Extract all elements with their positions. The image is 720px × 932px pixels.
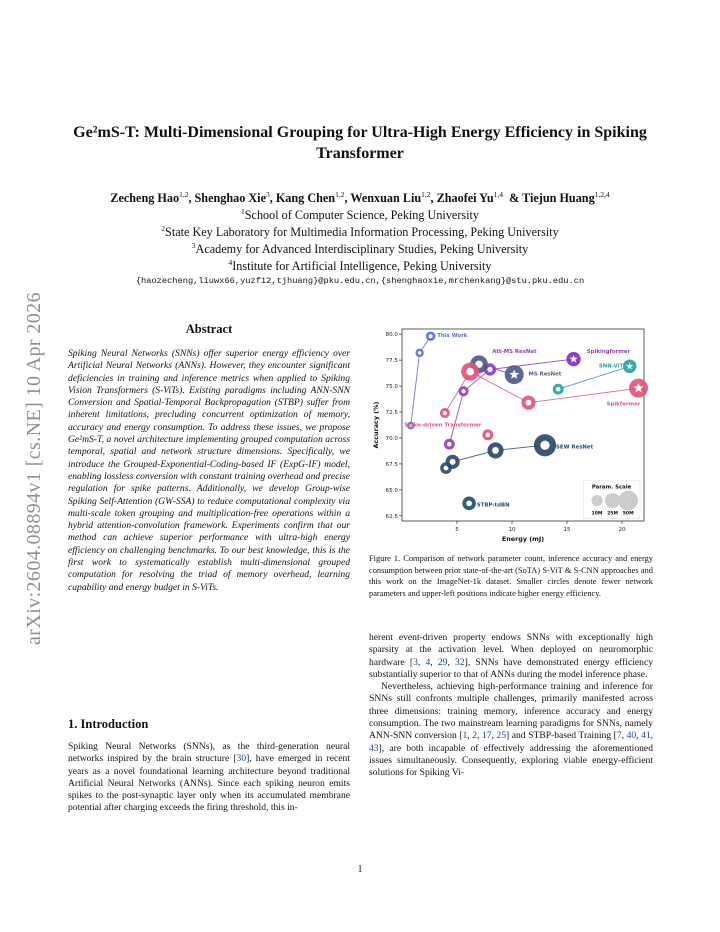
citation-link[interactable]: 4 — [425, 656, 431, 668]
affiliation-1 — [60, 207, 660, 223]
affiliation-mark: 1 — [241, 207, 245, 216]
legend-size-label: 50M — [622, 511, 634, 517]
author-affil: 1,2 — [421, 190, 431, 199]
point-hole-this-work — [429, 334, 433, 338]
series-annotation: Spikingformer — [586, 348, 631, 355]
point-hole-this-work — [418, 351, 422, 355]
body-text: herent event-driven property endows SNNs with exceptionally high sparsity at the activation level. When deployed on neuromorphic hardware [ — [369, 632, 653, 668]
legend-size-marker — [618, 491, 638, 511]
x-tick-label: 5 — [455, 527, 459, 533]
citation-sep: , — [650, 730, 654, 742]
citation-link[interactable]: 17 — [481, 730, 492, 742]
chart-legend — [583, 481, 640, 519]
point-hole-spikformer — [466, 368, 474, 376]
affiliation-3 — [60, 241, 660, 257]
series-annotation: Att-MS ResNet — [492, 348, 537, 355]
author-name: Zhaofei Yu — [436, 191, 494, 206]
citation-sep: , — [447, 656, 456, 668]
citation-link[interactable]: 29 — [437, 656, 448, 668]
y-tick-label: 72.5 — [385, 410, 398, 417]
series-annotation: MS ResNet — [528, 371, 562, 378]
author-affil: 3 — [265, 190, 270, 199]
point-hole-spike-driven-transformer — [486, 433, 491, 438]
citation-sep: , — [467, 730, 473, 742]
citation-link[interactable]: 1 — [462, 730, 468, 742]
citation-link[interactable]: 32 — [455, 656, 465, 668]
legend-size-label: 25M — [607, 511, 619, 517]
citation-sep: , — [417, 656, 426, 668]
author-sep: , — [269, 191, 276, 206]
author-name: Shenghao Xie — [194, 191, 266, 206]
point-hole-att-ms-resnet — [487, 367, 492, 372]
series-annotation: Spike-driven Transformer — [404, 422, 482, 429]
citation-link[interactable]: 40 — [626, 730, 637, 742]
body-text: ], SNNs have demonstrated energy efficiency substantially superior to that of ANNs during the model inference phase. — [369, 656, 654, 680]
y-axis-label: Accuracy (%) — [372, 401, 380, 449]
affiliation-text: State Key Laboratory for Multimedia Information Processing, Peking University — [165, 225, 559, 240]
author-name: Kang Chen — [275, 191, 336, 206]
x-tick-label: 15 — [563, 527, 571, 533]
point-hole-sew-resnet — [450, 459, 456, 465]
arxiv-stamp-text: arXiv:2604.08894v1 [cs.NE] 10 Apr 2026 — [22, 291, 45, 645]
chart-svg — [368, 323, 654, 545]
intro-heading: 1. Introduction — [68, 717, 149, 731]
abstract-heading: Abstract — [185, 322, 233, 336]
legend-size-marker — [605, 493, 620, 508]
affiliation-text: Institute for Artificial Intelligence, Peking University — [232, 259, 492, 274]
legend-title: Param. Scale — [591, 484, 632, 491]
citation-link[interactable]: 2 — [472, 730, 478, 742]
author-sep: , — [430, 191, 437, 206]
author-affil: 1,2 — [335, 190, 345, 199]
citation-sep: , — [430, 656, 438, 668]
citation-sep: , — [491, 730, 497, 742]
x-axis-label: Energy (mJ) — [501, 535, 545, 543]
citation-link[interactable]: 43 — [369, 742, 379, 754]
y-tick-label: 67.5 — [385, 461, 398, 468]
y-tick-label: 65.0 — [385, 487, 398, 494]
author-name: Wenxuan Liu — [350, 191, 422, 206]
series-annotation: SNN-ViT — [598, 363, 624, 370]
author-sep: , — [344, 191, 351, 206]
author-sep: , — [188, 191, 195, 206]
point-hole-snn-vit — [556, 387, 561, 392]
point-hole-att-ms-resnet — [447, 442, 452, 447]
y-tick-label: 80.0 — [385, 332, 398, 339]
series-annotation: This Work — [437, 333, 468, 340]
affiliation-4 — [60, 258, 660, 274]
citation-link[interactable]: 30 — [236, 753, 247, 765]
citation-sep: , — [636, 730, 642, 742]
y-tick-label: 62.5 — [385, 513, 398, 520]
arxiv-stamp — [14, 258, 54, 678]
affiliation-text: School of Computer Science, Peking University — [244, 208, 479, 223]
page-number: 1 — [357, 864, 363, 875]
citation-link[interactable]: 3 — [413, 656, 418, 668]
citation-link[interactable]: 41 — [641, 730, 651, 742]
paper-title: Ge²mS-T: Multi-Dimensional Grouping for Ultra-High Energy Efficiency in Spiking Transformer — [73, 124, 647, 162]
intro-text — [68, 741, 350, 815]
affiliation-2 — [60, 224, 660, 240]
series-annotation: STBP-tdBN — [476, 502, 510, 509]
abstract-text: Spiking Neural Networks (SNNs) offer superior energy efficiency over Artificial Neural Networks (ANNs). However, they encounter significant deficiencies in training and inference metrics when applied to Spiking Vision Transformers (S-ViTs). Existing paradigms including ANN-SNN Conversion and Spatial-Temporal Backpropagation (STBP) suffer from inherent limitations, precluding concurrent optimization of memory, accuracy and energy consumption. To address these issues, we propose Ge²mS-T, a novel architecture implementing grouped computation across temporal, spatial and network structure dimensions. Specifically, we introduce the Grouped-Exponential-Coding-based IF (ExpG-IF) model, enabling lossless conversion with constant training overhead and precise regulation for spike patterns. Additionally, we develop Group-wise Spiking Self-Attention (GW-SSA) to reduce computational complexity via multi-scale token grouping and multiplication-free operations within a hybrid attention-convolution framework. Experiments confirm that our method can achieve superior performance with ultra-high energy efficiency on challenging benchmarks. To our best knowledge, this is the first work to systematically establish multi-dimensional grouped computation for resolving the triad of memory overhead, learning capability and energy budget in S-ViTs. — [68, 348, 350, 593]
author-affil: 1,4 — [493, 190, 503, 199]
point-hole-spikformer — [526, 400, 532, 406]
point-hole-sew-resnet — [540, 441, 549, 450]
figure-caption: Figure 1. Comparison of network parameter count, inference accuracy and energy consumption between prior state-of-the-art (SoTA) S-ViT & S-CNN approaches and this work on the ImageNet-1k dataset. Smaller circles denote fewer network parameters and upper-left positions indicate higher energy efficiency. — [369, 554, 653, 598]
figure-1-chart — [368, 323, 654, 545]
point-hole-sew-resnet — [492, 447, 499, 454]
series-annotation: SEW ResNet — [556, 444, 594, 451]
point-hole-stbp-tdbn — [466, 501, 472, 507]
intro-text-part: Spiking Neural Networks (SNNs), as the third-generation neural networks inspired by the brain structure [ — [68, 741, 350, 765]
citation-sep: , — [477, 730, 482, 742]
author-sep: & — [503, 191, 523, 206]
citation-sep: , — [621, 730, 627, 742]
legend-size-marker — [591, 495, 602, 506]
affiliation-mark: 2 — [161, 224, 166, 233]
author-name: Zecheng Hao — [110, 191, 180, 206]
right-column-text — [369, 632, 653, 780]
body-text: Nevertheless, achieving high-performance training and inference for SNNs still confronts multiple challenges, primarily manifested across three dimensions: training memory, inference accuracy and energy consumption. The two mainstream learning paradigms for SNNs, namely ANN-SNN conversion [ — [369, 681, 653, 742]
author-name: Tiejun Huang — [522, 191, 595, 206]
author-affil: 1,2,4 — [594, 190, 610, 199]
legend-size-label: 10M — [591, 511, 603, 517]
affiliation-text: Academy for Advanced Interdisciplinary Studies, Peking University — [195, 242, 529, 257]
body-text: ], are both incapable of effectively addressing the aforementioned issues simultaneously. Consequently, exploring viable energy-efficient solutions for Spiking Vi- — [369, 742, 653, 779]
body-text: ] and STBP-based Training [ — [506, 730, 617, 742]
y-tick-label: 70.0 — [385, 435, 398, 442]
affiliation-mark: 4 — [228, 258, 233, 267]
citation-link[interactable]: 25 — [496, 730, 507, 742]
author-emails[interactable]: {haozecheng,liuwx66,yuzf12,tjhuang}@pku.edu.cn,{shenghaoxie,mrchenkang}@stu.pku.edu.cn — [135, 276, 585, 286]
series-annotation: Spikformer — [606, 401, 641, 408]
intro-text-part: ], have emerged in recent years as a novel foundational learning architecture beyond traditional Artificial Neural Networks (ANNs). Since each spiking neuron emits spikes to the post-synaptic layer only when its accumulated membrane potential after charging exceeds the firing threshold, this in- — [68, 753, 350, 814]
y-tick-label: 75.0 — [385, 384, 398, 391]
citation-link[interactable]: 7 — [616, 730, 622, 742]
affiliation-mark: 3 — [191, 241, 196, 250]
point-hole-spikformer — [443, 411, 447, 415]
x-tick-label: 20 — [618, 527, 626, 533]
author-affil: 1,2 — [179, 190, 189, 199]
author-list — [40, 190, 680, 206]
x-tick-label: 10 — [508, 527, 516, 533]
y-tick-label: 77.5 — [385, 358, 398, 365]
point-hole-att-ms-resnet — [461, 389, 465, 393]
